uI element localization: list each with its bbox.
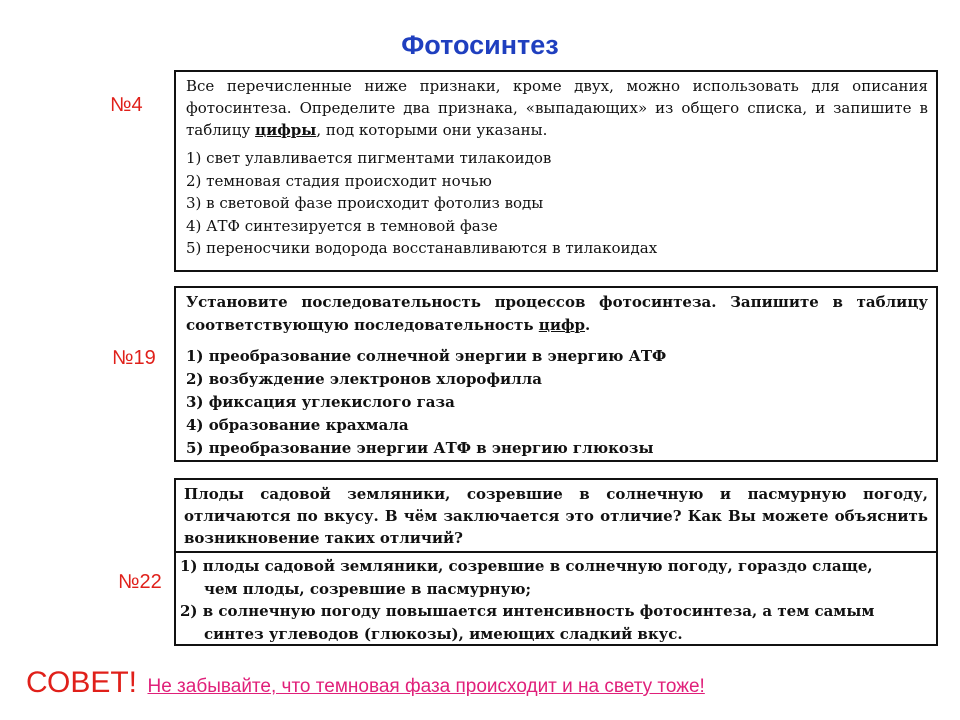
list-item: 3) в световой фазе происходит фотолиз воды [186, 194, 544, 212]
task-19-question: Установите последовательность процессов фотосинтеза. Запишите в таблицу соответствующую последовательность цифр. [186, 293, 928, 334]
task-4-question: Все перечисленные ниже признаки, кроме двух, можно использовать для описания фотосинтеза. Определите два признака, «выпадающих» из общего списка, и запишите в таблицу цифры, под которыми они указаны. [186, 77, 928, 139]
task-19-list [186, 345, 928, 460]
answer-item: 2) в солнечную погоду повышается интенсивность фотосинтеза, а тем самым синтез углеводов (глюкозы), имеющих сладкий вкус. [180, 602, 875, 643]
task-22-question: Плоды садовой земляники, созревшие в солнечную и пасмурную погоду, отличаются по вкусу. В чём заключается это отличие? Как Вы можете объяснить возникновение таких отличий? [184, 485, 928, 547]
list-item: 5) переносчики водорода восстанавливаются в тилакоидах [186, 239, 658, 257]
list-item: 4) АТФ синтезируется в темновой фазе [186, 216, 498, 235]
advice [26, 666, 705, 700]
task-19-number: №19 [112, 347, 156, 369]
task-19-box [174, 286, 938, 462]
advice-heading: СОВЕТ! [26, 666, 138, 699]
task-4-emphasis: цифры [255, 121, 317, 139]
task-4-list [186, 147, 928, 260]
advice-text: Не забывайте, что темновая фаза происходит и на свету тоже! [147, 676, 705, 697]
task-22-answer-section [176, 553, 936, 645]
list-item: 1) преобразование солнечной энергии в энергию АТФ [186, 347, 667, 365]
list-item: 2) темновая стадия происходит ночью [186, 171, 492, 190]
list-item: 4) образование крахмала [186, 416, 409, 434]
answer-item: 1) плоды садовой земляники, созревшие в солнечную погоду, гораздо слаще, чем плоды, созревшие в пасмурную; [180, 557, 873, 598]
task-4-number: №4 [110, 94, 143, 116]
list-item: 3) фиксация углекислого газа [186, 393, 455, 411]
list-item: 2) возбуждение электронов хлорофилла [186, 370, 542, 388]
task-4-box [174, 70, 938, 272]
task-19-emphasis: цифр [538, 316, 585, 334]
list-item: 1) свет улавливается пигментами тилакоидов [186, 149, 552, 167]
list-item: 5) преобразование энергии АТФ в энергию глюкозы [186, 439, 654, 457]
task-22-number: №22 [118, 571, 162, 593]
task-22-box [174, 478, 938, 646]
task-22-question-section [176, 480, 936, 553]
page-title: Фотосинтез [401, 30, 559, 60]
